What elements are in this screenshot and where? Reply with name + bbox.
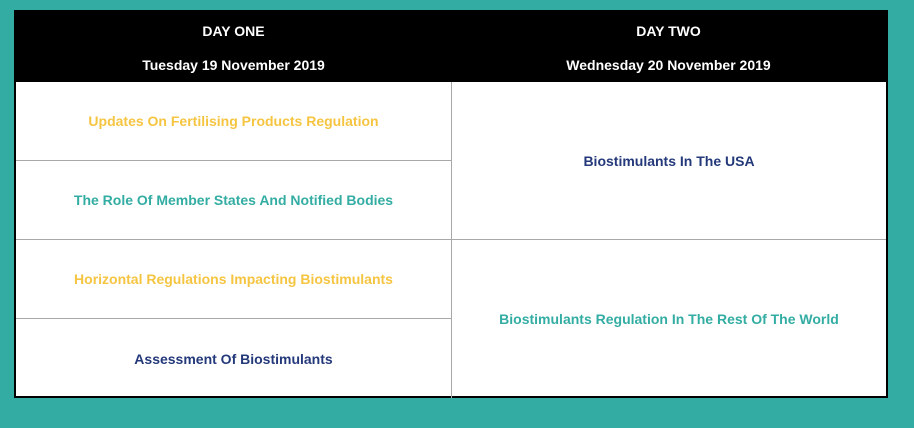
day-two-label: DAY TWO: [636, 23, 701, 39]
day-one-date: Tuesday 19 November 2019: [142, 57, 325, 73]
session-title: Biostimulants Regulation In The Rest Of The World: [499, 311, 839, 327]
session-title: Updates On Fertilising Products Regulation: [88, 113, 379, 129]
day-one-label: DAY ONE: [202, 23, 265, 39]
day-two-session-2: [451, 240, 886, 398]
day-two-session-1: [451, 82, 886, 240]
day-two-header: [451, 12, 886, 82]
schedule-header: [16, 12, 886, 82]
session-title: Assessment Of Biostimulants: [134, 350, 333, 367]
day-one-session-1: [16, 82, 451, 161]
day-one-session-3: [16, 240, 451, 319]
schedule-table: [14, 10, 888, 398]
day-one-header: [16, 12, 451, 82]
day-one-session-2: [16, 161, 451, 240]
session-title: Horizontal Regulations Impacting Biostimulants: [74, 271, 393, 287]
session-title: Biostimulants In The USA: [583, 152, 755, 169]
day-one-session-4: [16, 319, 451, 398]
day-two-date: Wednesday 20 November 2019: [566, 57, 771, 73]
session-title: The Role Of Member States And Notified Bodies: [73, 192, 394, 208]
